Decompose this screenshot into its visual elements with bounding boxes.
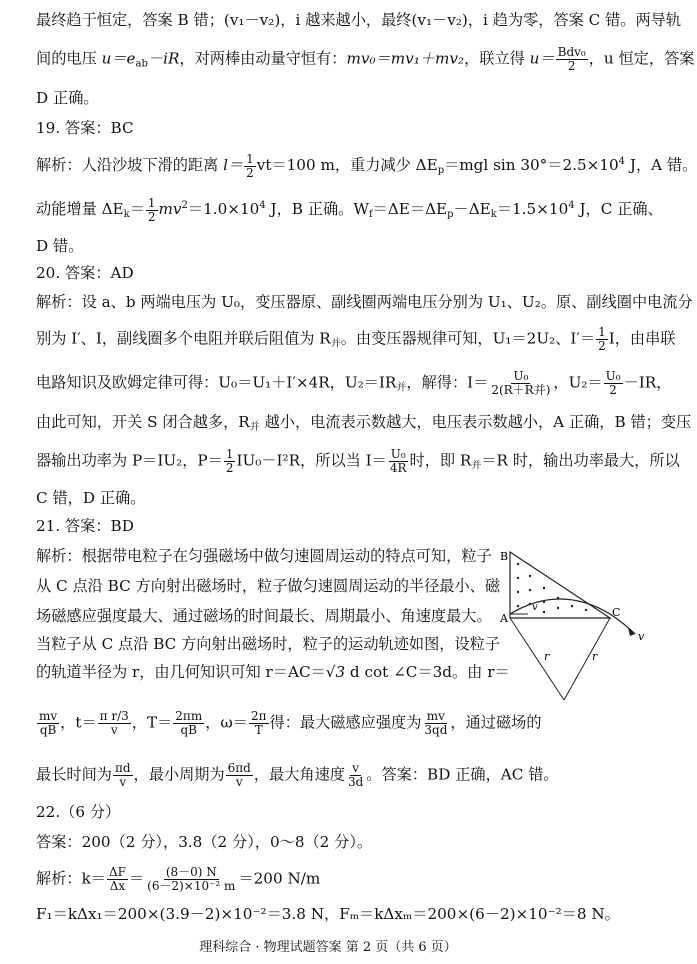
q20-line-5 bbox=[36, 448, 680, 477]
numerator: 1 bbox=[246, 151, 254, 166]
q19-line-3: D 错。 bbox=[36, 237, 84, 255]
text: v₁－v₂ bbox=[229, 11, 275, 29]
numerator: πd bbox=[114, 761, 131, 775]
text: 的轨道半径为 r，由几何知识可知 r＝AC＝ bbox=[36, 663, 326, 681]
q22-heading: 22.（6 分） bbox=[36, 803, 121, 821]
numerator: U₀ bbox=[390, 447, 406, 461]
text: J，A 错。 bbox=[625, 156, 697, 174]
math: l＝ bbox=[223, 156, 244, 174]
fraction bbox=[422, 710, 449, 737]
denominator: 2 bbox=[246, 165, 254, 180]
q20-line-4 bbox=[36, 412, 691, 438]
q18-line-1 bbox=[36, 10, 681, 30]
page-footer: 理科综合 · 物理试题答案 第 2 页（共 6 页） bbox=[199, 940, 457, 955]
text: J，C 正确、 bbox=[574, 200, 663, 218]
math: 并 bbox=[330, 338, 341, 350]
denominator: 3qd bbox=[424, 723, 448, 737]
denominator: v bbox=[110, 723, 118, 737]
label-r-left: r bbox=[544, 650, 550, 663]
denominator: v bbox=[235, 775, 243, 789]
text: 时，即 R bbox=[409, 451, 472, 470]
text: 器输出功率为 P＝IU₂，P＝ bbox=[36, 451, 223, 470]
q21-line-2: 从 C 点沿 BC 方向射出磁场时，粒子做匀速圆周运动的半径最小、磁 bbox=[36, 577, 501, 595]
fraction bbox=[107, 866, 128, 893]
text: 最长时间为 bbox=[36, 765, 112, 784]
text: 。答案：BD 正确，AC 错。 bbox=[366, 765, 559, 784]
numerator: (8－0) N bbox=[165, 865, 217, 879]
math: mv bbox=[158, 200, 182, 218]
text: 动能增量 ΔE bbox=[36, 200, 124, 218]
q19-line-1 bbox=[36, 152, 697, 181]
text: 由此可知，开关 S 闭合越多，R bbox=[36, 413, 250, 431]
denominator: 2 bbox=[567, 59, 576, 73]
q19-answer: 19. 答案：BC bbox=[36, 119, 134, 137]
denominator: 3d bbox=[347, 775, 364, 789]
text: I，由串联 bbox=[608, 329, 676, 348]
text: ，最大角速度 bbox=[253, 765, 345, 784]
text: ，U₂＝ bbox=[553, 373, 603, 392]
q21-answer: 21. 答案：BD bbox=[36, 517, 134, 535]
text: 间的电压 bbox=[36, 49, 102, 68]
fraction bbox=[98, 710, 131, 737]
q21-line-4: 当粒子从 C 点沿 BC 方向射出磁场时，粒子的运动轨迹如图，设粒子 bbox=[36, 635, 501, 653]
trajectory-diagram bbox=[500, 548, 650, 708]
q20-line-3 bbox=[36, 370, 671, 399]
text: v₁－v₂ bbox=[417, 11, 462, 29]
text: ，通过磁场的 bbox=[450, 713, 542, 732]
text: J，B 正确。W bbox=[265, 200, 369, 218]
denominator: 4R bbox=[389, 461, 407, 475]
math: p bbox=[437, 165, 445, 176]
fraction bbox=[489, 370, 552, 397]
text: d cot ∠C＝3d。由 r＝ bbox=[345, 663, 510, 681]
text: ＝ bbox=[128, 869, 145, 888]
math: p bbox=[447, 209, 454, 220]
q22-line-3: F₁＝kΔx₁＝200×(3.9－2)×10⁻²＝3.8 N，Fₘ＝kΔxₘ＝200×(6－2)×10⁻²＝8 N。 bbox=[36, 905, 620, 923]
trajectory-figure bbox=[500, 548, 650, 712]
q21-line-7 bbox=[36, 762, 559, 789]
text: 解析：k＝ bbox=[36, 869, 106, 888]
fraction bbox=[146, 197, 158, 224]
math: √3 bbox=[325, 663, 346, 681]
text: 。由变压器规律可知，U₁＝2U₂、I′＝ bbox=[340, 329, 596, 348]
numerator: mv bbox=[39, 709, 58, 723]
fraction bbox=[388, 448, 409, 475]
q18-line-3: D 正确。 bbox=[36, 89, 99, 107]
text: ，联立得 bbox=[464, 49, 530, 68]
math: 4 bbox=[618, 156, 626, 167]
text: 解析：人沿沙坡下滑的距离 bbox=[36, 156, 224, 174]
text: ，T＝ bbox=[131, 713, 173, 732]
q22-answer-line: 答案：200（2 分），3.8（2 分），0～8（2 分）。 bbox=[36, 833, 373, 851]
numerator: v bbox=[352, 761, 360, 775]
denominator: qB bbox=[39, 723, 57, 737]
numerator: 1 bbox=[598, 325, 606, 339]
q20-line-6: C 错，D 正确。 bbox=[36, 489, 146, 507]
text: ＝1.5×10 bbox=[496, 200, 569, 218]
fraction bbox=[173, 710, 204, 737]
denominator: qB bbox=[180, 723, 197, 737]
text: 越小，电流表示数越大，电压表示数越小，A 正确，B 错；变压 bbox=[259, 413, 692, 431]
math: mv₀＝mv₁＋mv₂ bbox=[346, 49, 465, 68]
numerator: mv bbox=[426, 709, 445, 723]
text: ＝ΔE＝ΔE bbox=[372, 200, 448, 218]
text: ＝R 时，输出功率最大，所以 bbox=[481, 451, 680, 470]
q21-line-3: 场磁感应强度最大、通过磁场的时间最长、周期最小、角速度最大。 bbox=[36, 607, 492, 625]
text: ＝ bbox=[129, 200, 145, 218]
fraction bbox=[346, 762, 365, 789]
numerator: 2π bbox=[250, 709, 267, 723]
text: ，最小周期为 bbox=[133, 765, 225, 784]
numerator: 2πm bbox=[175, 709, 203, 723]
math: 2 bbox=[181, 200, 188, 211]
text: ，解得：I＝ bbox=[406, 373, 489, 392]
q20-answer: 20. 答案：AD bbox=[36, 264, 134, 282]
math: f bbox=[368, 209, 373, 220]
q19-line-2 bbox=[36, 196, 663, 225]
text: 最终趋于恒定，答案 B 错；( bbox=[36, 11, 230, 29]
fraction bbox=[37, 710, 59, 737]
q21-line-5 bbox=[36, 662, 510, 682]
q21-line-6 bbox=[36, 710, 542, 737]
label-a: A bbox=[500, 612, 508, 625]
text: )，i 越来越小，最终( bbox=[274, 11, 418, 29]
fraction bbox=[224, 448, 236, 475]
label-b: B bbox=[500, 550, 509, 563]
numerator: U₀ bbox=[605, 369, 621, 383]
text: ，u 恒定，答案 bbox=[588, 49, 695, 68]
denominator: 2(R＋R并) bbox=[491, 383, 551, 397]
fraction bbox=[604, 370, 623, 397]
q22-line-2 bbox=[36, 866, 320, 893]
label-v-exit: v bbox=[638, 630, 645, 643]
text: ＝1.0×10 bbox=[187, 200, 260, 218]
q18-line-2 bbox=[36, 46, 694, 75]
text: )，i 趋为零，答案 C 错。两导轨 bbox=[461, 11, 682, 29]
q20-line-2 bbox=[36, 326, 675, 355]
denominator: 2 bbox=[225, 461, 234, 475]
label-c: C bbox=[612, 606, 621, 619]
fraction bbox=[244, 153, 256, 180]
math: u＝e bbox=[101, 49, 136, 68]
text: －IR， bbox=[623, 373, 672, 392]
math: －iR bbox=[147, 49, 180, 68]
text: ，ω＝ bbox=[205, 713, 248, 732]
math: 4 bbox=[259, 200, 266, 211]
radius-line-c bbox=[564, 618, 610, 700]
math: ab bbox=[135, 58, 148, 70]
q21-line-1: 解析：根据带电粒子在匀强磁场中做匀速圆周运动的特点可知，粒子 bbox=[36, 547, 492, 565]
denominator: 2 bbox=[147, 209, 156, 224]
fraction bbox=[226, 762, 253, 789]
text: ，t＝ bbox=[60, 713, 97, 732]
denominator: (6－2)×10⁻² m bbox=[147, 879, 236, 893]
numerator: ΔF bbox=[108, 865, 126, 879]
fraction bbox=[556, 46, 588, 73]
denominator: v bbox=[119, 775, 127, 789]
math: u＝ bbox=[529, 49, 555, 68]
math: 4 bbox=[568, 200, 575, 211]
numerator: U₀ bbox=[513, 369, 529, 383]
denominator: 2 bbox=[598, 339, 606, 353]
velocity-arrow-head bbox=[628, 628, 635, 636]
math: 并 bbox=[249, 422, 260, 433]
label-v-entry: v bbox=[532, 602, 538, 613]
math: k bbox=[490, 209, 497, 220]
numerator: 6πd bbox=[227, 761, 251, 775]
text: ，对两棒由动量守恒有： bbox=[179, 49, 347, 68]
text: ＝mgl sin 30°＝2.5×10 bbox=[444, 156, 619, 174]
label-r-right: r bbox=[592, 650, 598, 663]
numerator: 1 bbox=[147, 195, 156, 210]
text: 别为 I′、I，副线圈多个电阻并联后阻值为 R bbox=[36, 329, 331, 348]
numerator: Bdv₀ bbox=[557, 45, 586, 59]
q20-line-1: 解析：设 a、b 两端电压为 U₀，变压器原、副线圈两端电压分别为 U₁、U₂。原、副线圈中电流分 bbox=[36, 293, 693, 311]
fraction bbox=[596, 326, 608, 353]
math: k bbox=[123, 209, 130, 220]
text: 得：最大磁感应强度为 bbox=[269, 713, 422, 732]
text: ＝200 N/m bbox=[238, 869, 321, 888]
fraction bbox=[249, 710, 269, 737]
denominator: T bbox=[254, 723, 263, 737]
fraction bbox=[113, 762, 133, 789]
radius-line-a bbox=[510, 618, 564, 700]
math: 并 bbox=[471, 460, 482, 472]
denominator: 2 bbox=[609, 383, 617, 397]
text: vt＝100 m，重力减少 ΔE bbox=[256, 156, 438, 174]
math: 并 bbox=[396, 382, 407, 394]
fraction bbox=[145, 866, 237, 893]
text: －ΔE bbox=[453, 200, 491, 218]
text: 电路知识及欧姆定律可得：U₀＝U₁＋I′×4R，U₂＝IR bbox=[36, 373, 397, 392]
numerator: π r/3 bbox=[99, 709, 129, 723]
denominator: Δx bbox=[109, 879, 126, 893]
text: IU₀－I²R，所以当 I＝ bbox=[236, 451, 387, 470]
numerator: 1 bbox=[225, 447, 234, 461]
triangle-abc bbox=[510, 552, 610, 618]
